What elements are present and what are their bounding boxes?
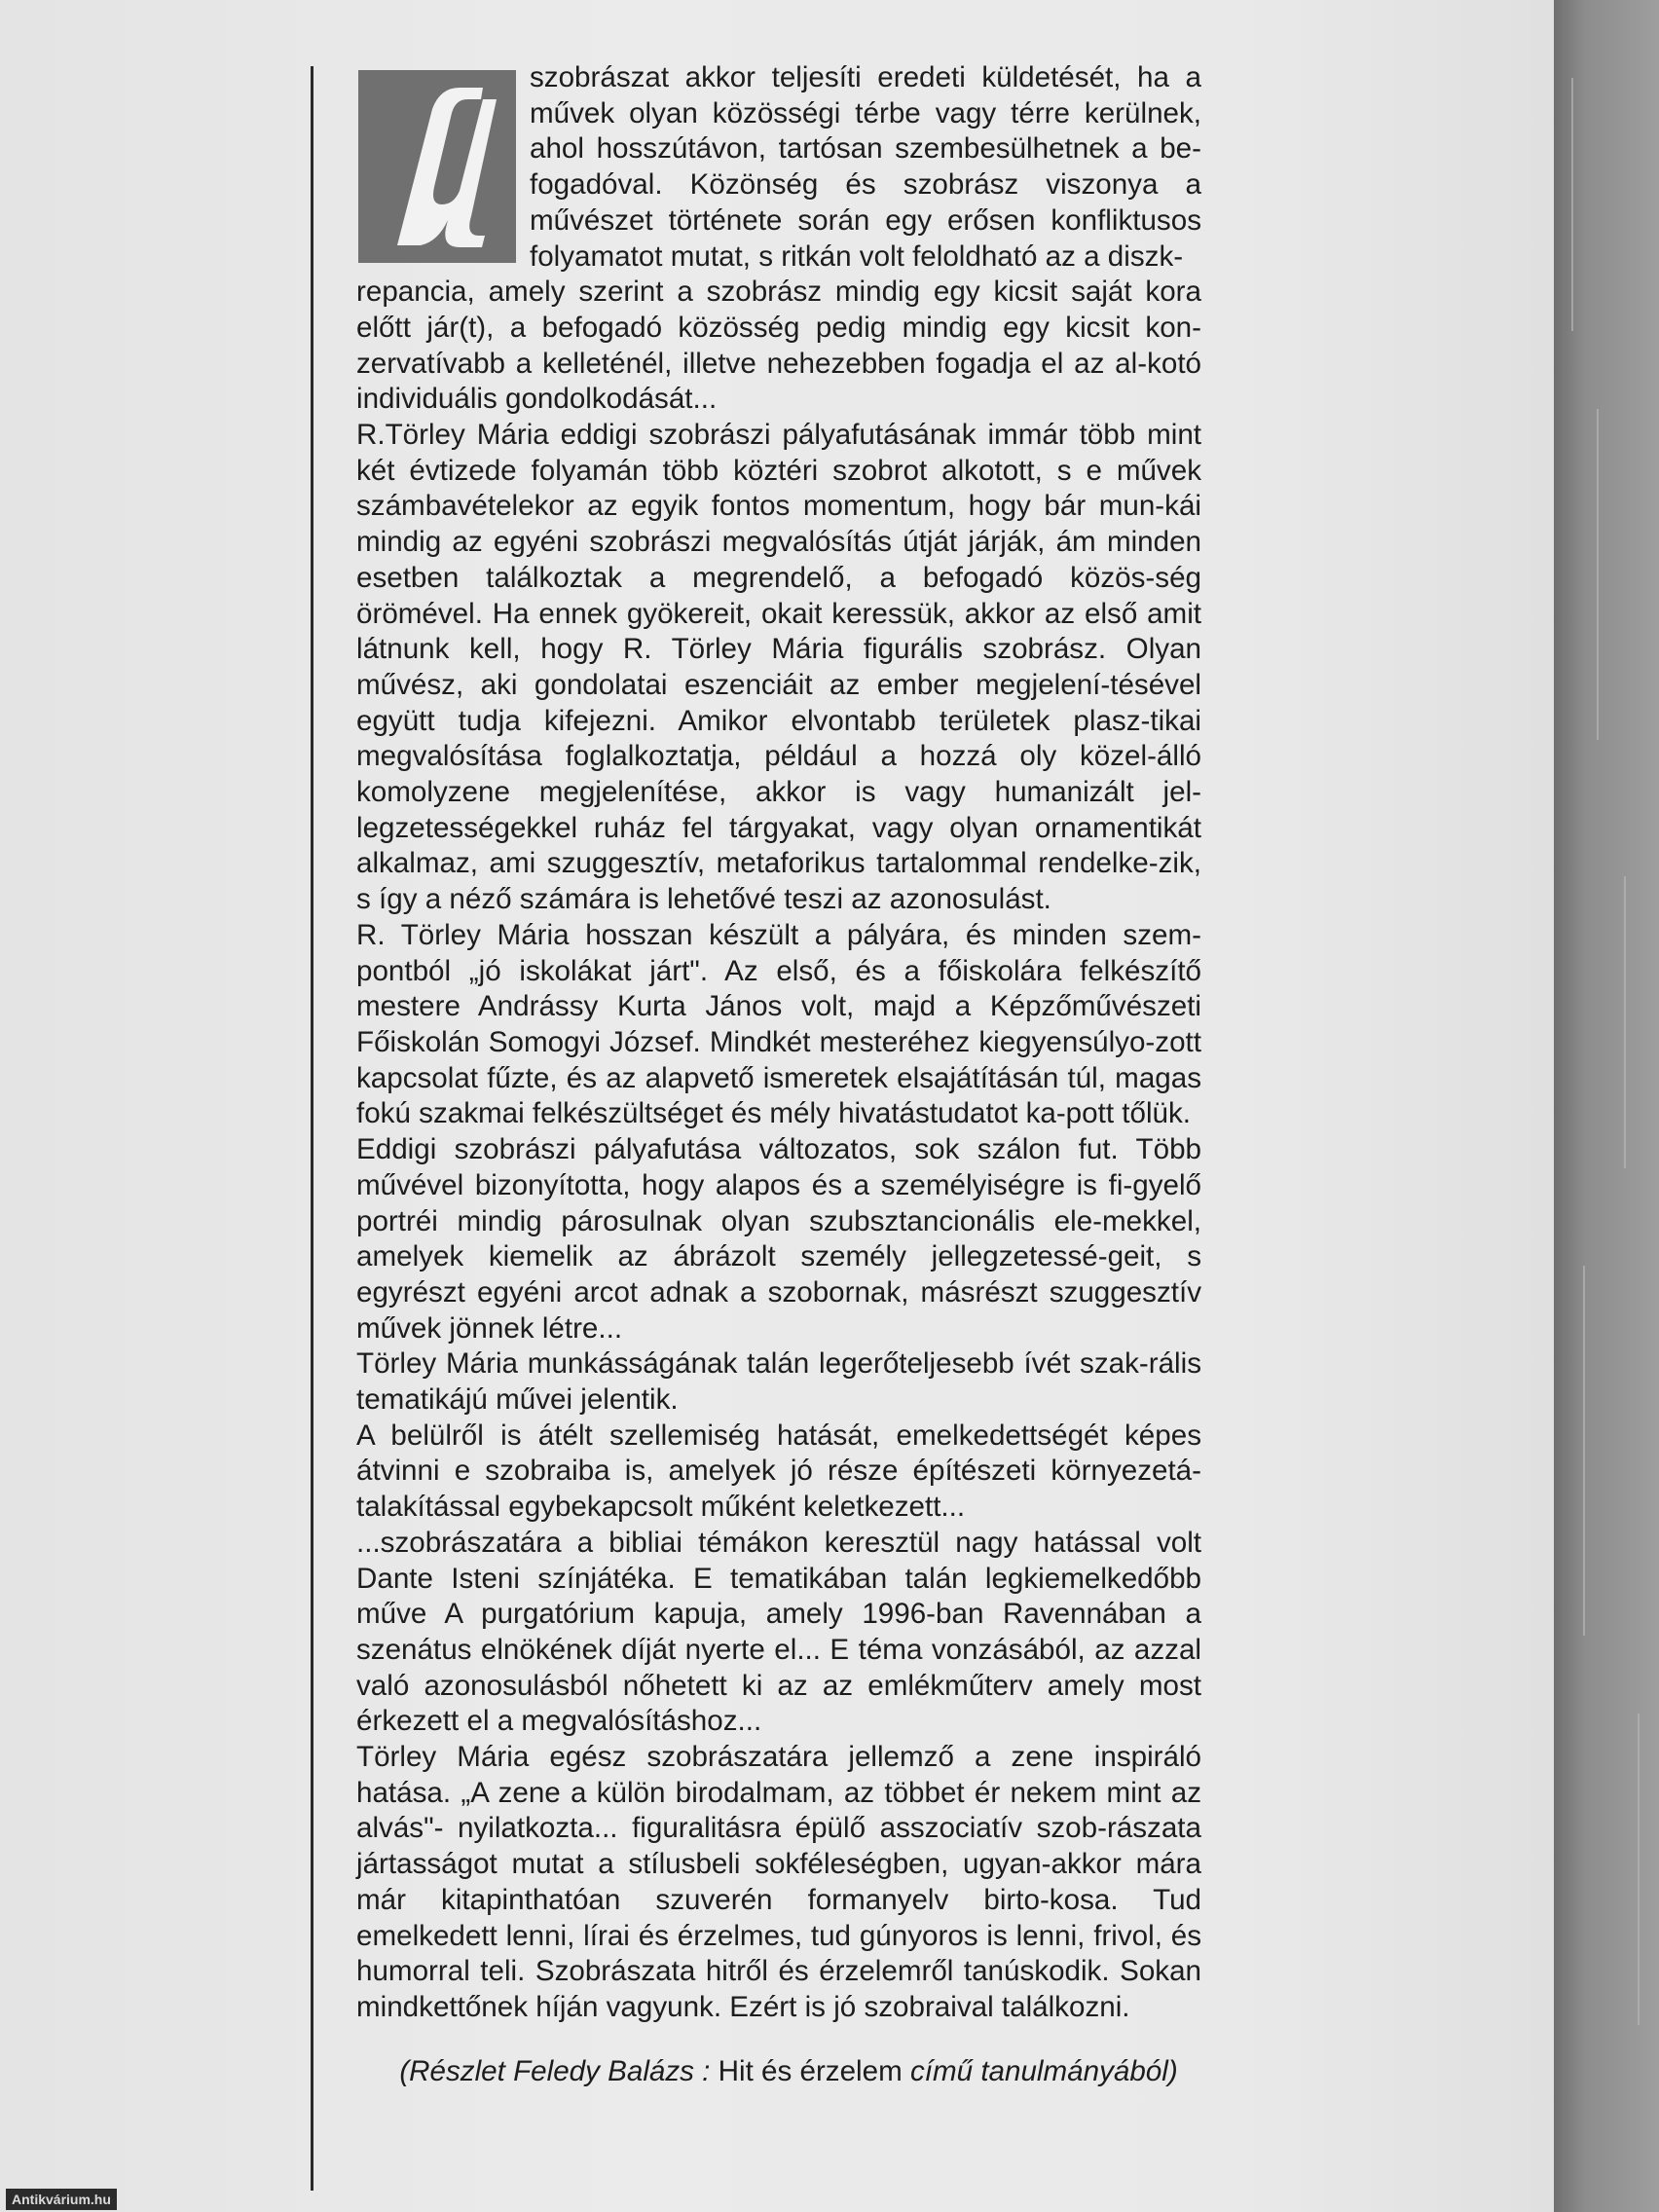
- lead-line: folyamatot mutat, s ritkán volt feloldható az a diszk-: [530, 240, 1184, 273]
- paragraph: Törley Mária munkásságának talán legerőteljesebb ívét szak-rális tematikájú művei jelentik.: [356, 1347, 1201, 1417]
- paragraph: A belülről is átélt szellemiség hatását, emelkedettségét képes átvinni e szobraiba is, amelyek jó része építészeti környezetá-talakítással egybekapcsolt műként keletkezett...: [356, 1419, 1201, 1524]
- source-attribution: [370, 2052, 1207, 2091]
- paragraph: Eddigi szobrászi pályafutása változatos, sok szálon fut. Több művével bizonyította, hogy alapos és a személyiségre is fi-gyelő portréi mindig párosulnak olyan szubsztancionális ele-mekkel, amelyek kiemelik az ábrázolt személy jellegzetessé-geit, s egyrészt egyéni arcot adnak a szobornak, másrészt szuggesztív művek jönnek létre...: [356, 1133, 1201, 1345]
- attribution-suffix: című tanulmányából): [902, 2055, 1178, 2087]
- attribution-prefix: (Részlet Feledy Balázs :: [399, 2055, 719, 2087]
- first-paragraph: [356, 60, 1201, 418]
- vertical-rule: [311, 66, 313, 2191]
- lead-line: ahol hosszútávon, tartósan szembesülhetnek a be-: [530, 132, 1201, 166]
- lead-line: művek olyan közösségi térbe vagy térre kerülnek,: [530, 96, 1201, 129]
- lead-line: szobrászat akkor teljesíti eredeti küldetését, ha a: [530, 61, 1201, 93]
- attribution-title: Hit és érzelem: [718, 2055, 903, 2087]
- paragraph: R. Törley Mária hosszan készült a pályára, és minden szem-pontból „jó iskolákat járt". Az első, és a főiskolára felkészítő mestere Andrássy Kurta János volt, majd a Képzőművészeti Főiskolán Somogyi József. Mindkét mesteréhez kiegyensúlyo-zott kapcsolat fűzte, és az alapvető ismeretek elsajátításán túl, magas fokú szakmai felkészültséget és mély hivatástudatot ka-pott tőlük.: [356, 918, 1201, 1130]
- watermark: Antikvárium.hu: [6, 2189, 117, 2210]
- article-body: [356, 60, 1201, 2026]
- lead-line: fogadóval. Közönség és szobrász viszonya a: [530, 168, 1201, 202]
- first-paragraph-rest: repancia, amely szerint a szobrász mindig egy kicsit saját kora előtt jár(t), a befogadó közösség pedig mindig egy kicsit kon-zervatívabb a kelleténél, illetve nehezebben fogadja el az al-kotó individuális gondolkodását...: [356, 276, 1201, 416]
- lead-line: művészet története során egy erősen konfliktusos: [530, 203, 1201, 237]
- adjacent-page-edge: [1554, 0, 1659, 2212]
- first-paragraph-lead: [356, 60, 1201, 275]
- paragraph: R.Törley Mária eddigi szobrászi pályafutásának immár több mint két évtizede folyamán több köztéri szobrot alkotott, s e művek számbavételekor az egyik fontos momentum, hogy bár mun-kái mindig az egyéni szobrászi megvalósítás útját járják, ám minden esetben találkoztak a megrendelő, a befogadó közös-ség örömével. Ha ennek gyökereit, okait keressük, akkor az első amit látnunk kell, hogy R. Törley Mária figurális szobrász. Olyan művész, aki gondolatai eszenciáit az ember megjelení-tésével együtt tudja kifejezni. Amikor elvontabb területek plasz-tikai megvalósítása foglalkoztatja, például a hozzá oly közel-álló komolyzene megjelenítése, akkor is vagy humanizált jel-legzetességekkel ruház fel tárgyakat, vagy olyan ornamentikát alkalmaz, ami szuggesztív, metaforikus tartalommal rendelke-zik, s így a néző számára is lehetővé teszi az azonosulást.: [356, 419, 1201, 916]
- paragraph: ...szobrászatára a bibliai témákon keresztül nagy hatással volt Dante Isteni színjátéka. E tematikában talán legkiemelkedőbb műve A purgatórium kapuja, amely 1996-ban Ravennában a szenátus elnökének díját nyerte el... E téma vonzásából, az azzal való azonosulásból nőhetett ki az az emlékműterv amely most érkezett el a megvalósításhoz...: [356, 1526, 1201, 1738]
- paragraph: Törley Mária egész szobrászatára jellemző a zene inspiráló hatása. „A zene a külön birodalmam, az többet ér nekem mint az alvás"- nyilatkozta... figuralitásra épülő asszociatív szob-rászata jártasságot mutat a stílusbeli sokféleségben, ugyan-akkor mára már kitapinthatóan szuverén formanyelv birto-kosa. Tud emelkedett lenni, lírai és érzelmes, tud gúnyoros is lenni, frivol, és humorral teli. Szobrászata hitről és érzelemről tanúskodik. Sokan mindkettőnek híján vagyunk. Ezért is jó szobraival találkozni.: [356, 1741, 1201, 2023]
